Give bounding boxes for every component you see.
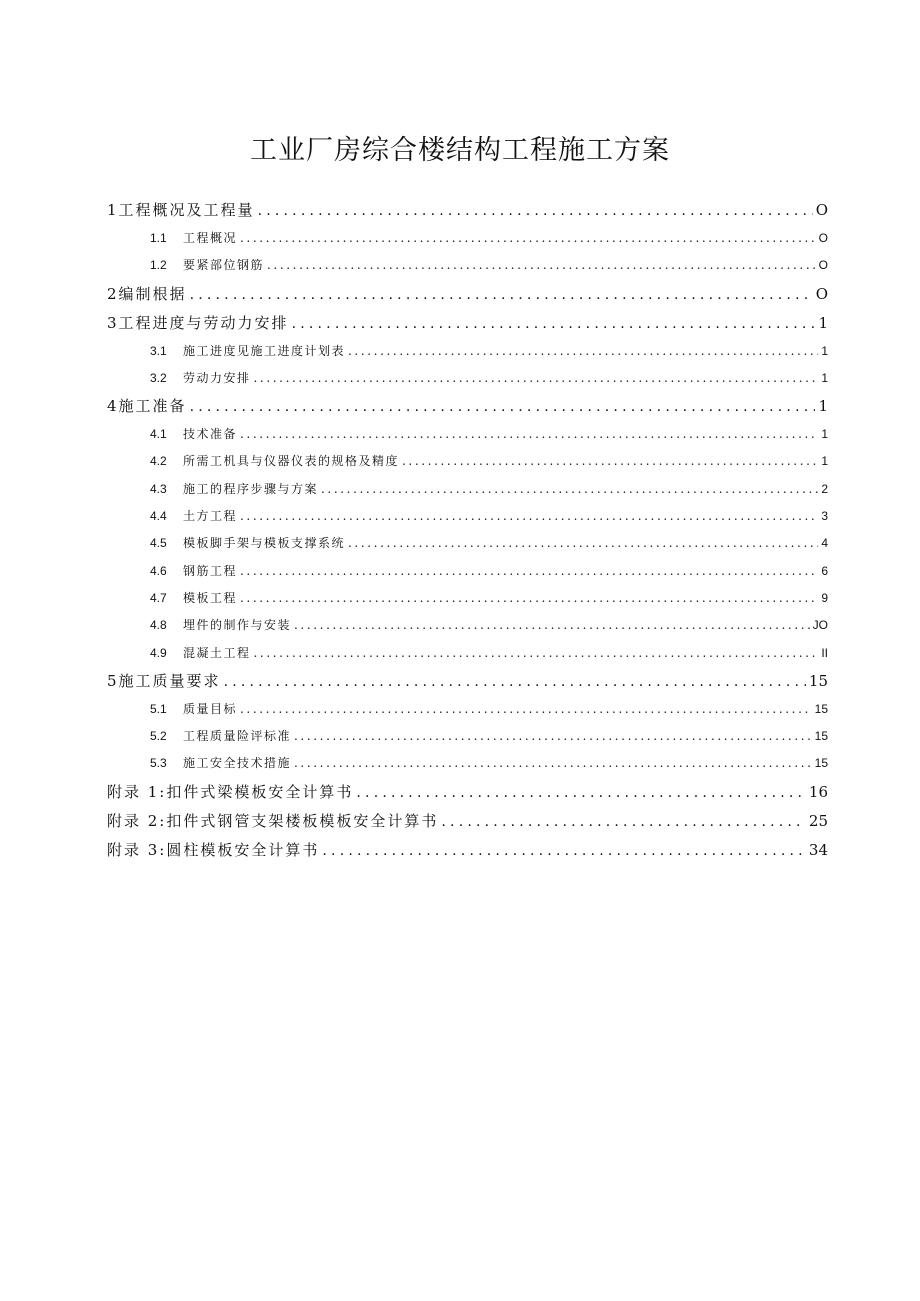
- toc-entry-number: 附录 2:: [107, 811, 167, 830]
- toc-entry-number: 3.2: [150, 370, 167, 385]
- toc-entry-number: 1.1: [150, 231, 167, 245]
- toc-entry-text: 模板脚手架与模板支撑系统: [183, 536, 346, 551]
- toc-entry-number: 3.1: [150, 343, 167, 358]
- toc-entry-number: 4.9: [150, 645, 167, 660]
- toc-entry-text: 施工质量要求: [118, 671, 221, 690]
- toc-entry-number: 5.1: [150, 701, 167, 716]
- toc-entry-text: 施工的程序步骤与方案: [183, 481, 319, 496]
- toc-dot-leader: [254, 365, 819, 392]
- toc-entry-number: 1: [107, 201, 119, 219]
- toc-entry-number: 5: [107, 671, 119, 690]
- toc-entry[interactable]: [107, 338, 828, 365]
- toc-entry[interactable]: [107, 612, 828, 639]
- toc-entry-text: 所需工机具与仪器仪表的规格及精度: [183, 454, 400, 469]
- toc-entry[interactable]: [107, 723, 828, 750]
- toc-entry[interactable]: [107, 309, 828, 338]
- toc-entry-page: O: [815, 284, 828, 303]
- toc-dot-leader: [294, 612, 810, 639]
- toc-entry-page: 1: [821, 370, 828, 385]
- toc-dot-leader: [240, 696, 812, 723]
- toc-entry[interactable]: [107, 807, 828, 836]
- toc-entry-text: 施工安全技术措施: [183, 756, 292, 771]
- toc-entry[interactable]: [107, 503, 828, 530]
- toc-entry-number: 附录 3:: [107, 840, 167, 859]
- toc-dot-leader: [321, 476, 818, 503]
- toc-entry-page: 3: [821, 509, 828, 524]
- toc-entry-text: 模板工程: [183, 590, 238, 605]
- toc-entry-number: 4.3: [150, 481, 167, 496]
- toc-entry[interactable]: [107, 392, 828, 421]
- toc-entry-text: 劳动力安排: [183, 370, 251, 385]
- toc-entry[interactable]: [107, 421, 828, 448]
- toc-entry-text: 质量目标: [183, 701, 238, 716]
- toc-entry[interactable]: [107, 530, 828, 557]
- toc-dot-leader: [240, 558, 818, 585]
- toc-entry[interactable]: [107, 448, 828, 475]
- toc-entry-page: 4: [821, 536, 828, 551]
- toc-entry-text: 土方工程: [183, 509, 238, 524]
- toc-dot-leader: [190, 393, 816, 422]
- toc-entry[interactable]: [107, 365, 828, 392]
- toc-entry[interactable]: [107, 836, 828, 865]
- toc-entry-text: 埋件的制作与安装: [183, 618, 292, 633]
- toc-entry-page: 1: [821, 454, 828, 469]
- toc-dot-leader: [240, 585, 818, 612]
- toc-entry-text: 工程质量险评标准: [183, 729, 292, 744]
- toc-entry-number: 4.1: [150, 427, 167, 442]
- toc-entry-text: 混凝土工程: [183, 645, 251, 660]
- toc-entry-page: 16: [808, 782, 828, 801]
- toc-entry-number: 5.2: [150, 729, 167, 744]
- toc-entry-page: JO: [812, 618, 828, 633]
- toc-entry[interactable]: [107, 640, 828, 667]
- toc-entry-page: O: [818, 231, 828, 245]
- toc-entry[interactable]: [107, 476, 828, 503]
- toc-entry-page: O: [818, 258, 828, 273]
- toc-entry-text: 工程概况: [183, 231, 238, 245]
- toc-entry-page: 15: [814, 729, 828, 744]
- toc-dot-leader: [348, 530, 818, 557]
- toc-entry[interactable]: [107, 778, 828, 807]
- toc-dot-leader: [267, 252, 816, 279]
- toc-dot-leader: [258, 197, 813, 226]
- toc-entry-number: 4.2: [150, 454, 167, 469]
- toc-entry-page: 15: [814, 756, 828, 771]
- toc-entry-page: II: [821, 645, 828, 660]
- toc-dot-leader: [240, 503, 818, 530]
- toc-entry-number: 3: [107, 313, 119, 332]
- toc-entry-page: 1: [818, 313, 828, 332]
- toc-dot-leader: [356, 779, 806, 808]
- toc-entry[interactable]: [107, 558, 828, 585]
- toc-dot-leader: [348, 338, 818, 365]
- toc-dot-leader: [294, 750, 812, 777]
- toc-entry-page: 15: [814, 701, 828, 716]
- toc-entry-page: 9: [821, 590, 828, 605]
- toc-dot-leader: [294, 723, 812, 750]
- toc-entry-text: 施工进度见施工进度计划表: [183, 343, 346, 358]
- toc-dot-leader: [292, 310, 816, 339]
- toc-dot-leader: [254, 640, 819, 667]
- toc-entry-page: 1: [821, 343, 828, 358]
- toc-entry-page: 15: [808, 671, 828, 690]
- toc-entry-number: 4.6: [150, 563, 167, 578]
- toc-entry[interactable]: [107, 696, 828, 723]
- toc-entry-text: 技术准备: [183, 427, 238, 442]
- toc-entry-number: 4.7: [150, 590, 167, 605]
- toc-entry-text: 要紧部位钢筋: [183, 258, 265, 273]
- toc-entry-number: 附录 1:: [107, 782, 167, 801]
- toc-entry-page: 1: [818, 397, 828, 416]
- table-of-contents: [107, 196, 828, 865]
- toc-entry-number: 5.3: [150, 756, 167, 771]
- document-title: 工业厂房综合楼结构工程施工方案: [250, 135, 670, 166]
- toc-entry-text: 圆柱模板安全计算书: [166, 840, 320, 859]
- toc-entry[interactable]: [107, 225, 828, 252]
- toc-entry[interactable]: [107, 750, 828, 777]
- toc-entry-number: 2: [107, 284, 119, 303]
- toc-entry-text: 钢筋工程: [183, 563, 238, 578]
- toc-entry[interactable]: [107, 667, 828, 696]
- toc-dot-leader: [441, 808, 806, 837]
- toc-entry-page: 6: [821, 563, 828, 578]
- toc-dot-leader: [224, 668, 806, 697]
- toc-dot-leader: [240, 421, 818, 448]
- toc-entry[interactable]: [107, 252, 828, 279]
- toc-entry-number: 4: [107, 397, 119, 416]
- toc-entry-text: 施工准备: [118, 397, 187, 416]
- toc-entry-text: 工程进度与劳动力安排: [118, 313, 289, 332]
- toc-entry-number: 4.5: [150, 536, 167, 551]
- toc-dot-leader: [402, 448, 818, 475]
- toc-dot-leader: [190, 281, 813, 310]
- toc-entry-text: 工程概况及工程量: [118, 201, 255, 219]
- toc-entry[interactable]: [107, 585, 828, 612]
- toc-entry-page: 25: [808, 811, 828, 830]
- toc-entry-number: 4.4: [150, 509, 167, 524]
- toc-entry-number: 4.8: [150, 618, 167, 633]
- toc-entry-text: 编制根据: [118, 284, 187, 303]
- toc-entry-page: 1: [821, 427, 828, 442]
- toc-entry-page: 2: [821, 481, 828, 496]
- toc-entry[interactable]: [107, 280, 828, 309]
- toc-entry[interactable]: [107, 196, 828, 225]
- toc-dot-leader: [240, 225, 816, 252]
- toc-entry-text: 扣件式钢管支架楼板模板安全计算书: [166, 811, 439, 830]
- toc-dot-leader: [322, 837, 806, 866]
- toc-entry-page: 34: [808, 840, 828, 859]
- toc-entry-page: O: [815, 201, 828, 219]
- toc-entry-number: 1.2: [150, 258, 167, 273]
- toc-entry-text: 扣件式梁模板安全计算书: [166, 782, 354, 801]
